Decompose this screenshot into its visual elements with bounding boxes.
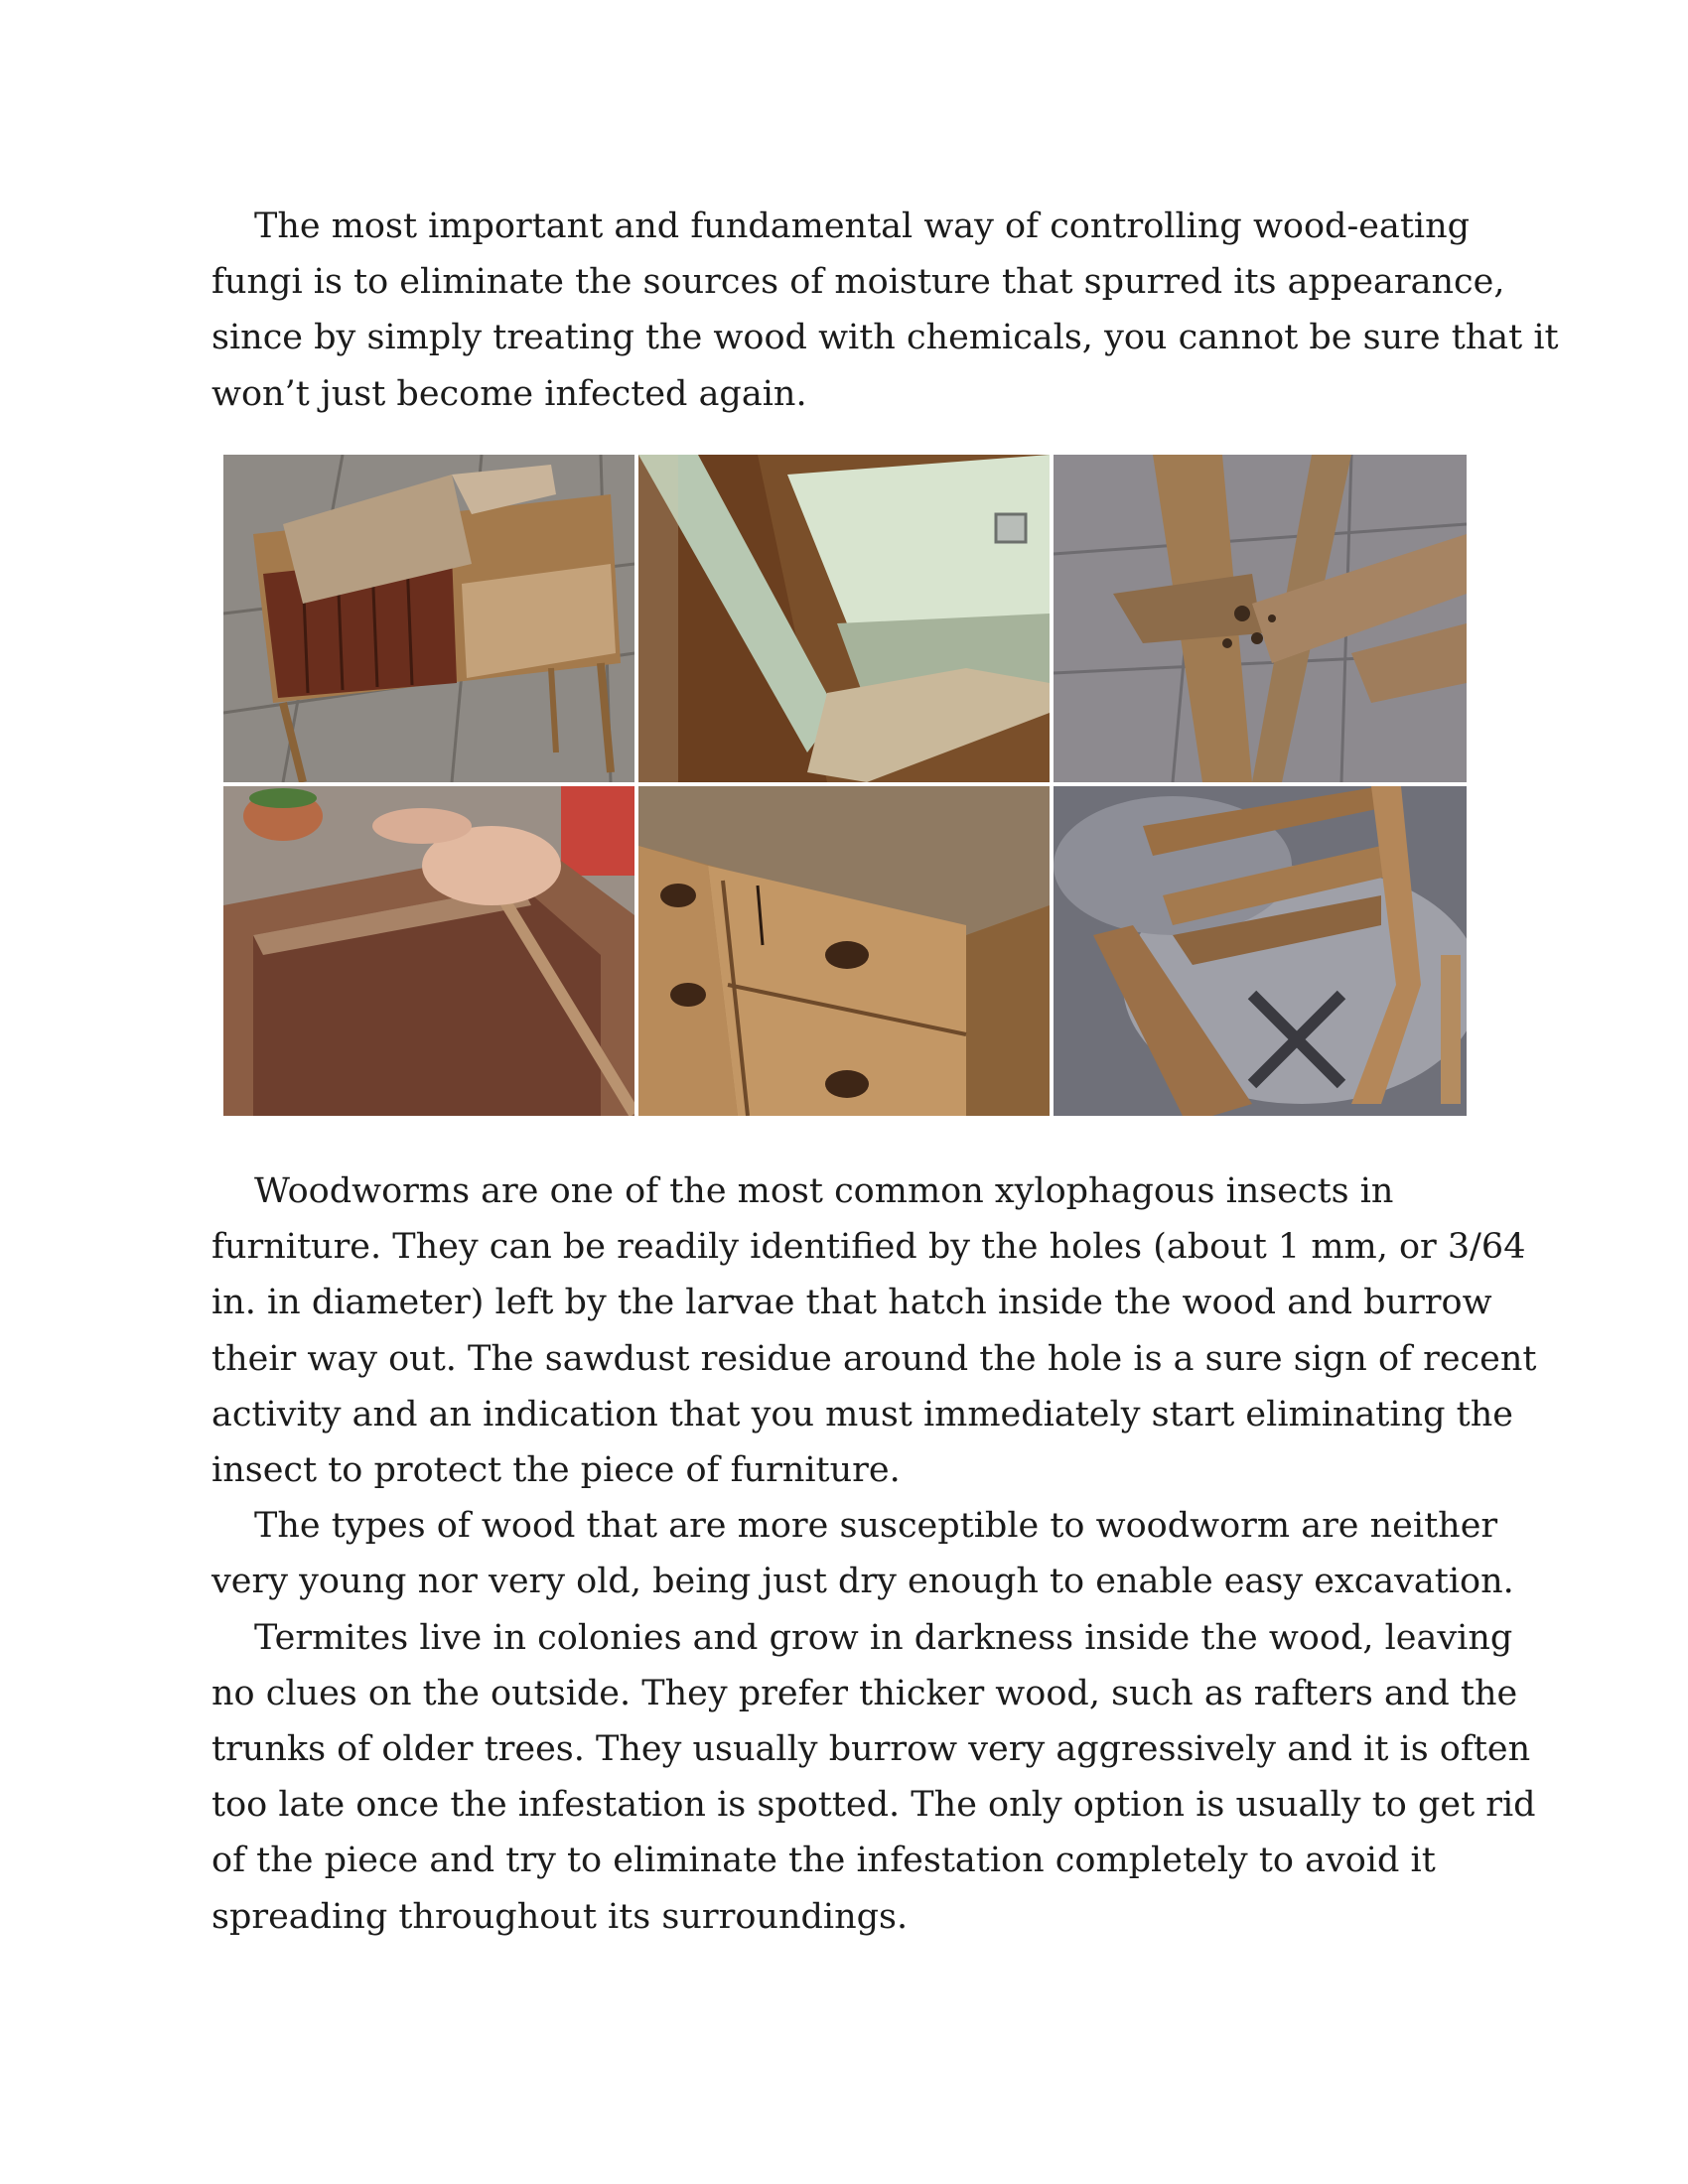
body-text-block xyxy=(211,1163,1537,1945)
text-line: since by simply treating the wood with chemicals, you cannot be sure that it xyxy=(211,318,1559,358)
text-line: too late once the infestation is spotted. The only option is usually to get rid xyxy=(211,1785,1536,1826)
text-line: of the piece and try to eliminate the infestation completely to avoid it xyxy=(211,1841,1436,1881)
photo-wooden-drawer-chest xyxy=(638,786,1050,1116)
text-line: won’t just become infected again. xyxy=(211,373,807,414)
intro-paragraph xyxy=(211,199,1559,422)
photo-cabinet-with-drawer xyxy=(223,455,634,782)
furniture-photo-grid xyxy=(223,455,1467,1116)
text-line: Termites live in colonies and grow in darkness inside the wood, leaving xyxy=(254,1617,1513,1658)
photo-painted-door-corner xyxy=(638,455,1050,782)
text-line: activity and an indication that you must immediately start eliminating the xyxy=(211,1394,1513,1434)
text-line: The most important and fundamental way of controlling wood-eating xyxy=(254,206,1471,246)
photo-rotted-chair-joint xyxy=(1054,455,1467,782)
text-line: very young nor very old, being just dry enough to enable easy excavation. xyxy=(211,1562,1514,1602)
text-line: insect to protect the piece of furniture. xyxy=(211,1450,901,1491)
photo-chair-frame xyxy=(1054,786,1467,1116)
text-line: trunks of older trees. They usually burrow very aggressively and it is often xyxy=(211,1729,1531,1770)
paragraph-termites xyxy=(211,1610,1536,1945)
text-line: their way out. The sawdust residue around the hole is a sure sign of recent xyxy=(211,1338,1537,1379)
text-line: no clues on the outside. They prefer thicker wood, such as rafters and the xyxy=(211,1673,1518,1713)
text-line: The types of wood that are more susceptible to woodworm are neither xyxy=(254,1506,1498,1547)
intro-text-block xyxy=(211,199,1559,422)
text-line: fungi is to eliminate the sources of moisture that spurred its appearance, xyxy=(211,262,1505,303)
paragraph-woodworms xyxy=(211,1163,1537,1498)
text-line: spreading throughout its surroundings. xyxy=(211,1896,909,1937)
text-line: Woodworms are one of the most common xylophagous insects in xyxy=(254,1171,1394,1211)
photo-sanding-drawer xyxy=(223,786,634,1116)
text-line: in. in diameter) left by the larvae that hatch inside the wood and burrow xyxy=(211,1283,1492,1323)
text-line: furniture. They can be readily identified by the holes (about 1 mm, or 3/64 xyxy=(211,1227,1526,1268)
paragraph-wood-types xyxy=(211,1498,1514,1609)
